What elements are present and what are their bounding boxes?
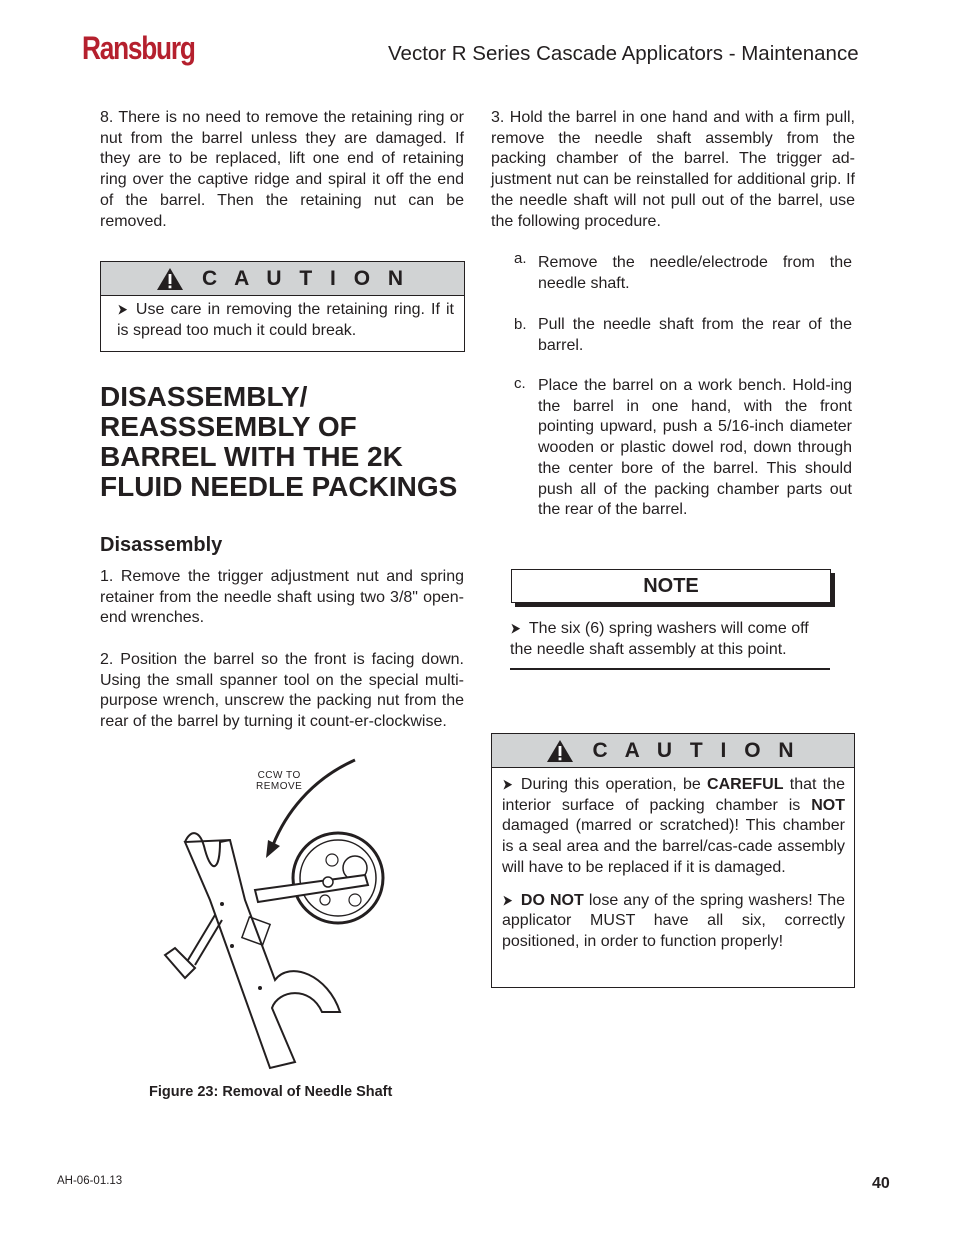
caution-body [101, 296, 464, 349]
section-title: DISASSEMBLY/ REASSSEMBLY OF BARREL WITH THE 2K FLUID NEEDLE PACKINGS [100, 381, 458, 502]
caution-text: damaged (marred or scratched)! This chamber is a seal area and the barrel/cas-cade assembly will have to be replaced if it is damaged. [502, 817, 845, 876]
brand-logo: Ransburg [82, 30, 195, 66]
page-header-title: Vector R Series Cascade Applicators - Maintenance [388, 42, 859, 65]
caution-heading: C A U T I O N [592, 738, 800, 762]
note-heading: NOTE [643, 574, 699, 597]
document-code: AH-06-01.13 [57, 1175, 123, 1187]
caution-paragraph-1 [502, 775, 845, 879]
step-2-text: 2. Position the barrel so the front is facing down. Using the small spanner tool on the special multi-purpose wrench, unscrew the packing nut from the rear of the barrel by turning it count-er-clockwise. [100, 651, 464, 731]
bullet-arrow-icon: ➤ [510, 619, 521, 638]
substep-a-text: Remove the needle/electrode from the needle shaft. [538, 254, 852, 292]
note-bottom-rule [510, 668, 830, 670]
caution-text: Use care in removing the retaining ring. If it is spread too much it could break. [117, 301, 454, 339]
caution-body [492, 768, 854, 953]
page-number: 40 [872, 1175, 890, 1192]
caution-paragraph-2 [502, 891, 845, 953]
warning-triangle-icon [156, 267, 184, 291]
note-body [510, 619, 832, 660]
caution-text: that the interior surface of packing chamber is [502, 776, 845, 814]
step-8-text: 8. There is no need to remove the retaining ring or nut from the barrel unless they are damaged. If they are to be replaced, lift one end of retaining ring over the captive ridge and spiral it off the end of the barrel. Then the retaining nut can be removed. [100, 109, 464, 230]
substep-b-text: Pull the needle shaft from the rear of the barrel. [538, 316, 852, 354]
caution-emphasis: DO NOT [520, 891, 584, 909]
caution-header [492, 734, 854, 768]
note-text: The six (6) spring washers will come off the needle shaft assembly at this point. [510, 620, 809, 658]
caution-text: During this operation, be [520, 776, 708, 793]
caution-emphasis: NOT [811, 796, 845, 814]
figure-annotation [256, 770, 302, 792]
caution-box-retaining-ring [100, 261, 465, 352]
substep-c-letter: c. [514, 375, 526, 392]
subsection-title: Disassembly [100, 534, 223, 556]
substep-a-letter: a. [514, 250, 527, 267]
substep-b-letter: b. [514, 316, 527, 333]
figure-caption: Figure 23: Removal of Needle Shaft [149, 1084, 393, 1100]
figure-label-line-1: CCW TO [257, 770, 301, 781]
caution-text: lose any of the spring washers! The applicator MUST have all six, correctly positioned, in order to function properly! [502, 891, 846, 950]
substep-c-text: Place the barrel on a work bench. Hold-ing the barrel in one hand, with the front pointing upward, push a 5/16-inch diameter wooden or plastic dowel rod, down through the center bore of the barrel. This should push all of the packing chamber parts out the rear of the barrel. [538, 377, 852, 519]
note-box [511, 569, 831, 603]
bullet-arrow-icon: ➤ [117, 300, 128, 319]
caution-heading: C A U T I O N [201, 266, 410, 290]
figure-label-line-2: REMOVE [256, 781, 303, 792]
bullet-arrow-icon: ➤ [502, 775, 513, 794]
caution-box-packing-chamber [491, 733, 855, 988]
needle-shaft-removal-figure [150, 750, 470, 1080]
step-1-text: 1. Remove the trigger adjustment nut and spring retainer from the needle shaft using two 3/8" open-end wrenches. [100, 568, 464, 627]
warning-triangle-icon [546, 739, 574, 763]
step-3-text: 3. Hold the barrel in one hand and with a firm pull, remove the needle shaft assembly from the packing chamber of the barrel. The trigger ad-justment nut can be reinstalled for additional grip. If the needle shaft will not pull out of the barrel, use the following procedure. [491, 109, 855, 230]
caution-header [101, 262, 464, 296]
caution-emphasis: CAREFUL [707, 776, 784, 793]
bullet-arrow-icon: ➤ [502, 890, 513, 909]
